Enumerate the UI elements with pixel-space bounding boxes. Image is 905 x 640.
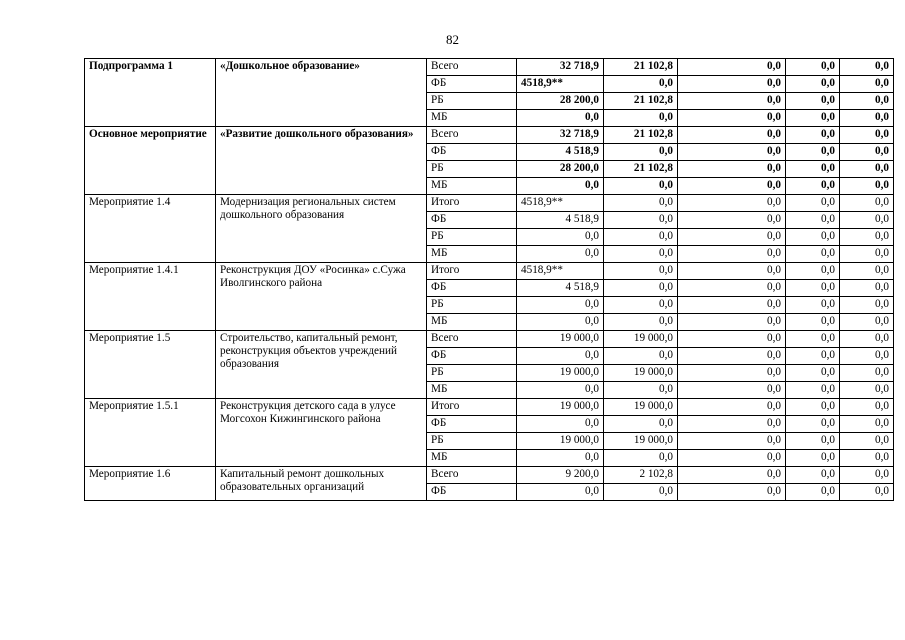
- amount-cell: 21 102,8: [604, 93, 678, 110]
- amount-cell: 0,0: [604, 110, 678, 127]
- amount-cell: 4518,9**: [517, 263, 604, 280]
- amount-cell: 0,0: [786, 127, 840, 144]
- amount-cell: 0,0: [678, 450, 786, 467]
- amount-cell: 0,0: [604, 484, 678, 501]
- table-row: [85, 59, 894, 76]
- activity-code: Мероприятие 1.4.1: [85, 263, 216, 331]
- amount-cell: 19 000,0: [604, 399, 678, 416]
- table-row: [85, 467, 894, 484]
- amount-cell: 0,0: [840, 399, 894, 416]
- amount-cell: 4518,9**: [517, 76, 604, 93]
- amount-cell: 0,0: [678, 76, 786, 93]
- amount-cell: 0,0: [678, 212, 786, 229]
- funding-source: РБ: [427, 229, 517, 246]
- amount-cell: 0,0: [786, 263, 840, 280]
- funding-source: ФБ: [427, 484, 517, 501]
- amount-cell: 0,0: [840, 178, 894, 195]
- amount-cell: 0,0: [604, 297, 678, 314]
- amount-cell: 0,0: [840, 76, 894, 93]
- amount-cell: 0,0: [840, 484, 894, 501]
- amount-cell: 21 102,8: [604, 127, 678, 144]
- amount-cell: 0,0: [678, 331, 786, 348]
- funding-source: МБ: [427, 450, 517, 467]
- amount-cell: 0,0: [840, 314, 894, 331]
- activity-title: Модернизация региональных систем дошкольного образования: [216, 195, 427, 263]
- activity-code: Мероприятие 1.6: [85, 467, 216, 501]
- funding-source: РБ: [427, 297, 517, 314]
- amount-cell: 0,0: [786, 484, 840, 501]
- amount-cell: 0,0: [604, 144, 678, 161]
- amount-cell: 21 102,8: [604, 59, 678, 76]
- amount-cell: 0,0: [678, 127, 786, 144]
- amount-cell: 0,0: [604, 76, 678, 93]
- amount-cell: 19 000,0: [604, 433, 678, 450]
- amount-cell: 0,0: [840, 467, 894, 484]
- amount-cell: 0,0: [678, 195, 786, 212]
- amount-cell: 0,0: [604, 178, 678, 195]
- amount-cell: 0,0: [786, 280, 840, 297]
- amount-cell: 21 102,8: [604, 161, 678, 178]
- activity-code: Мероприятие 1.5: [85, 331, 216, 399]
- amount-cell: 0,0: [786, 433, 840, 450]
- activity-code: Основное мероприятие: [85, 127, 216, 195]
- amount-cell: 28 200,0: [517, 93, 604, 110]
- funding-source: Итого: [427, 195, 517, 212]
- amount-cell: 0,0: [604, 212, 678, 229]
- funding-source: РБ: [427, 93, 517, 110]
- amount-cell: 0,0: [840, 127, 894, 144]
- amount-cell: 0,0: [678, 382, 786, 399]
- funding-source: ФБ: [427, 416, 517, 433]
- amount-cell: 0,0: [517, 229, 604, 246]
- funding-source: Всего: [427, 127, 517, 144]
- activity-code: Мероприятие 1.5.1: [85, 399, 216, 467]
- activity-title: Реконструкция ДОУ «Росинка» с.Сужа Иволгинского района: [216, 263, 427, 331]
- amount-cell: 0,0: [517, 416, 604, 433]
- funding-source: Всего: [427, 331, 517, 348]
- amount-cell: 0,0: [678, 93, 786, 110]
- amount-cell: 0,0: [678, 246, 786, 263]
- funding-source: ФБ: [427, 348, 517, 365]
- amount-cell: 0,0: [840, 212, 894, 229]
- funding-source: МБ: [427, 110, 517, 127]
- amount-cell: 0,0: [786, 229, 840, 246]
- amount-cell: 0,0: [678, 433, 786, 450]
- amount-cell: 0,0: [604, 416, 678, 433]
- amount-cell: 0,0: [840, 382, 894, 399]
- amount-cell: 0,0: [678, 59, 786, 76]
- funding-source: МБ: [427, 382, 517, 399]
- amount-cell: 0,0: [840, 450, 894, 467]
- funding-source: Всего: [427, 467, 517, 484]
- activity-title: «Развитие дошкольного образования»: [216, 127, 427, 195]
- amount-cell: 0,0: [678, 178, 786, 195]
- amount-cell: 0,0: [786, 297, 840, 314]
- amount-cell: 0,0: [840, 229, 894, 246]
- amount-cell: 0,0: [517, 484, 604, 501]
- funding-source: ФБ: [427, 212, 517, 229]
- funding-source: ФБ: [427, 144, 517, 161]
- amount-cell: 0,0: [840, 365, 894, 382]
- amount-cell: 0,0: [786, 212, 840, 229]
- amount-cell: 28 200,0: [517, 161, 604, 178]
- amount-cell: 0,0: [840, 59, 894, 76]
- amount-cell: 19 000,0: [517, 399, 604, 416]
- activity-title: Строительство, капитальный ремонт, реконструкция объектов учреждений образования: [216, 331, 427, 399]
- amount-cell: 4 518,9: [517, 144, 604, 161]
- amount-cell: 32 718,9: [517, 127, 604, 144]
- amount-cell: 4 518,9: [517, 212, 604, 229]
- funding-source: РБ: [427, 365, 517, 382]
- amount-cell: 0,0: [786, 110, 840, 127]
- amount-cell: 0,0: [786, 195, 840, 212]
- amount-cell: 0,0: [840, 331, 894, 348]
- amount-cell: 0,0: [786, 76, 840, 93]
- table-body: [85, 59, 894, 501]
- amount-cell: 0,0: [604, 229, 678, 246]
- activity-title: «Дошкольное образование»: [216, 59, 427, 127]
- amount-cell: 0,0: [786, 59, 840, 76]
- amount-cell: 19 000,0: [604, 331, 678, 348]
- funding-source: Итого: [427, 263, 517, 280]
- funding-source: МБ: [427, 314, 517, 331]
- amount-cell: 0,0: [786, 161, 840, 178]
- amount-cell: 0,0: [786, 348, 840, 365]
- amount-cell: 0,0: [517, 348, 604, 365]
- activity-title: Капитальный ремонт дошкольных образовательных организаций: [216, 467, 427, 501]
- amount-cell: 0,0: [678, 467, 786, 484]
- amount-cell: 0,0: [840, 263, 894, 280]
- amount-cell: 0,0: [786, 467, 840, 484]
- amount-cell: 0,0: [517, 110, 604, 127]
- amount-cell: 0,0: [840, 110, 894, 127]
- amount-cell: 0,0: [517, 246, 604, 263]
- funding-source: РБ: [427, 161, 517, 178]
- amount-cell: 0,0: [786, 93, 840, 110]
- amount-cell: 0,0: [517, 178, 604, 195]
- amount-cell: 0,0: [604, 263, 678, 280]
- amount-cell: 0,0: [840, 280, 894, 297]
- amount-cell: 19 000,0: [517, 365, 604, 382]
- amount-cell: 0,0: [678, 110, 786, 127]
- table-row: [85, 263, 894, 280]
- amount-cell: 19 000,0: [604, 365, 678, 382]
- amount-cell: 0,0: [678, 144, 786, 161]
- amount-cell: 9 200,0: [517, 467, 604, 484]
- funding-source: МБ: [427, 178, 517, 195]
- amount-cell: 0,0: [786, 450, 840, 467]
- amount-cell: 0,0: [678, 416, 786, 433]
- amount-cell: 0,0: [840, 297, 894, 314]
- amount-cell: 0,0: [840, 246, 894, 263]
- amount-cell: 2 102,8: [604, 467, 678, 484]
- funding-source: РБ: [427, 433, 517, 450]
- amount-cell: 0,0: [786, 178, 840, 195]
- amount-cell: 0,0: [604, 195, 678, 212]
- amount-cell: 0,0: [840, 348, 894, 365]
- amount-cell: 0,0: [678, 229, 786, 246]
- amount-cell: 0,0: [786, 365, 840, 382]
- amount-cell: 4518,9**: [517, 195, 604, 212]
- amount-cell: 0,0: [678, 297, 786, 314]
- budget-table: [84, 58, 894, 501]
- amount-cell: 0,0: [604, 314, 678, 331]
- amount-cell: 0,0: [604, 450, 678, 467]
- amount-cell: 0,0: [604, 280, 678, 297]
- amount-cell: 0,0: [678, 348, 786, 365]
- amount-cell: 19 000,0: [517, 331, 604, 348]
- table-row: [85, 127, 894, 144]
- amount-cell: 0,0: [786, 382, 840, 399]
- amount-cell: 32 718,9: [517, 59, 604, 76]
- amount-cell: 19 000,0: [517, 433, 604, 450]
- amount-cell: 0,0: [840, 433, 894, 450]
- amount-cell: 0,0: [840, 161, 894, 178]
- amount-cell: 0,0: [678, 263, 786, 280]
- amount-cell: 0,0: [786, 144, 840, 161]
- amount-cell: 0,0: [786, 416, 840, 433]
- amount-cell: 0,0: [678, 399, 786, 416]
- funding-source: ФБ: [427, 280, 517, 297]
- amount-cell: 0,0: [786, 331, 840, 348]
- amount-cell: 0,0: [517, 450, 604, 467]
- amount-cell: 0,0: [840, 93, 894, 110]
- funding-source: Итого: [427, 399, 517, 416]
- amount-cell: 0,0: [517, 297, 604, 314]
- amount-cell: 0,0: [786, 314, 840, 331]
- table-row: [85, 195, 894, 212]
- amount-cell: 0,0: [604, 246, 678, 263]
- amount-cell: 0,0: [786, 399, 840, 416]
- amount-cell: 0,0: [604, 382, 678, 399]
- amount-cell: 0,0: [604, 348, 678, 365]
- page-number: 82: [446, 32, 459, 47]
- table-row: [85, 399, 894, 416]
- activity-code: Подпрограмма 1: [85, 59, 216, 127]
- amount-cell: 0,0: [678, 280, 786, 297]
- amount-cell: 4 518,9: [517, 280, 604, 297]
- funding-source: ФБ: [427, 76, 517, 93]
- activity-title: Реконструкция детского сада в улусе Могсохон Кижингинского района: [216, 399, 427, 467]
- amount-cell: 0,0: [786, 246, 840, 263]
- amount-cell: 0,0: [517, 314, 604, 331]
- funding-source: МБ: [427, 246, 517, 263]
- funding-source: Всего: [427, 59, 517, 76]
- table-row: [85, 331, 894, 348]
- amount-cell: 0,0: [840, 144, 894, 161]
- amount-cell: 0,0: [840, 416, 894, 433]
- amount-cell: 0,0: [517, 382, 604, 399]
- amount-cell: 0,0: [840, 195, 894, 212]
- activity-code: Мероприятие 1.4: [85, 195, 216, 263]
- amount-cell: 0,0: [678, 314, 786, 331]
- amount-cell: 0,0: [678, 161, 786, 178]
- amount-cell: 0,0: [678, 484, 786, 501]
- amount-cell: 0,0: [678, 365, 786, 382]
